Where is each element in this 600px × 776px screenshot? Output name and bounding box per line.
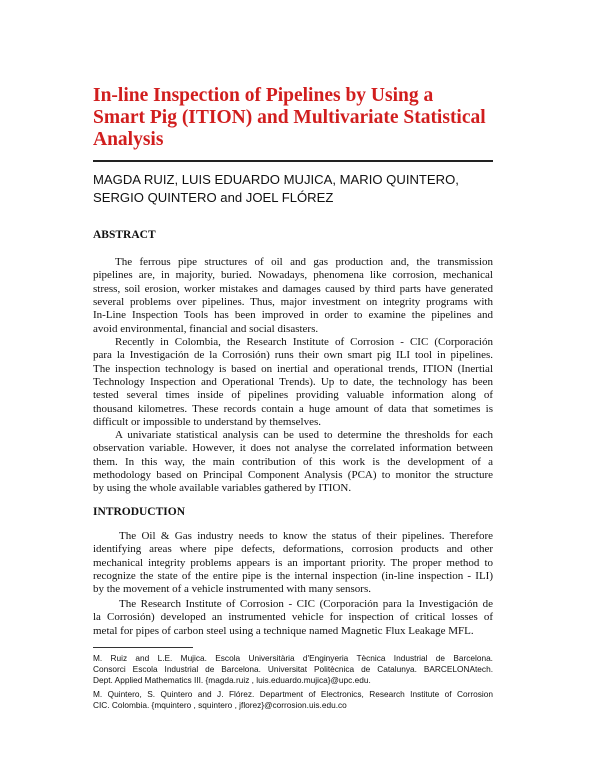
text-line: stress, soil erosion, worker mistakes and damages caused by third parts have generated	[93, 282, 493, 295]
text-line: mechanical integrity problems appears is an important priority. The proper method to	[93, 556, 493, 569]
text-line: thousand kilometres. These records contain a huge amount of data that sometimes is	[93, 402, 493, 415]
footnote-line: M. Ruiz and L.E. Mujica. Escola Universitària d'Enginyeria Tècnica Industrial de Barcelona.	[93, 653, 493, 663]
text-line: metal for pipes of carbon steel using a technique named Magnetic Flux Leakage MFL.	[93, 624, 474, 637]
text-line: The ferrous pipe structures of oil and gas production and, the transmission	[115, 256, 493, 268]
title-line: In-line Inspection of Pipelines by Using a	[93, 85, 434, 106]
abstract-heading: ABSTRACT	[93, 229, 156, 241]
title-line: Smart Pig (ITION) and Multivariate Statistical	[93, 107, 486, 128]
text-line: la Corrosión) developed an instrumented vehicle for inspection of critical losses of	[93, 611, 493, 624]
text-line: Technology Inspection and Operational Trends). Up to date, the technology has been	[93, 376, 493, 389]
author-line: MAGDA RUIZ, LUIS EDUARDO MUJICA, MARIO QUINTERO,	[93, 172, 459, 187]
footnote-line: Dept. Applied Mathematics III. {magda.ruiz , luis.eduardo.mujica}@upc.edu.	[93, 675, 371, 686]
introduction-heading: INTRODUCTION	[93, 506, 186, 518]
text-line: para la Investigación de la Corrosión) runs their own smart pig ILI tool in pipelines.	[93, 349, 493, 362]
footnote-affiliation-1	[93, 653, 493, 687]
text-line: observation variable. However, it does not analyse the correlated information between	[93, 442, 493, 455]
title-line: Analysis	[93, 129, 164, 150]
text-line: The inspection technology is based on inertial and operational trends, ITION (Inertial	[93, 362, 493, 375]
text-line: The Research Institute of Corrosion - CIC (Corporación para la Investigación de	[119, 598, 493, 610]
text-line: methodology based on Principal Component Analysis (PCA) to monitor the structure	[93, 469, 493, 482]
text-line: by using the whole available variables gathered by ITION.	[93, 482, 352, 495]
introduction-paragraph-1	[93, 530, 493, 597]
text-line: them. In this way, the main contribution of this work is the development of a	[93, 455, 493, 468]
text-line: several problems over pipelines. Thus, major investment on integrity programs with	[93, 296, 493, 309]
abstract-paragraph-1	[93, 256, 493, 336]
text-line: tested several times inside of pipelines providing valuable information along of	[93, 389, 493, 402]
text-line: by the movement of a vehicle instrumented with many sensors.	[93, 583, 371, 596]
text-line: The Oil & Gas industry needs to know the status of their pipelines. Therefore	[119, 530, 493, 542]
abstract-paragraph-2	[93, 336, 493, 429]
text-line: identifying areas where pipe defects, deformations, corrosion products and other	[93, 543, 493, 556]
text-line: In-Line Inspection Tools has been improved in order to examine the pipelines and	[93, 309, 493, 322]
abstract-paragraph-3	[93, 429, 493, 496]
footnote-divider	[93, 647, 193, 648]
footnote-affiliation-2	[93, 689, 493, 711]
title-divider	[93, 160, 493, 162]
text-line: Recently in Colombia, the Research Institute of Corrosion - CIC (Corporación	[115, 336, 493, 348]
author-list	[93, 171, 513, 207]
text-line: recognize the state of the entire pipe is the internal inspection (in-line inspection - ILI)	[93, 570, 493, 583]
text-line: difficult or impossible to understand by themselves.	[93, 416, 322, 429]
text-line: pipelines are, in majority, buried. Nowadays, phenomena like corrosion, mechanical	[93, 269, 493, 282]
paper-title	[93, 85, 523, 151]
text-line: A univariate statistical analysis can be used to determine the thresholds for each	[115, 429, 493, 441]
introduction-paragraph-2	[93, 598, 493, 638]
author-line: SERGIO QUINTERO and JOEL FLÓREZ	[93, 190, 334, 205]
footnote-line: Consorci Escola Industrial de Barcelona. Universitat Politècnica de Catalunya. BARCELONAtech.	[93, 664, 493, 675]
footnote-line: M. Quintero, S. Quintero and J. Flórez. Department of Electronics, Research Institute of Corrosion	[93, 689, 493, 699]
text-line: avoid environmental, financial and social disasters.	[93, 322, 319, 335]
footnote-line: CIC. Colombia. {mquintero , squintero , jflorez}@corrosion.uis.edu.co	[93, 700, 347, 711]
